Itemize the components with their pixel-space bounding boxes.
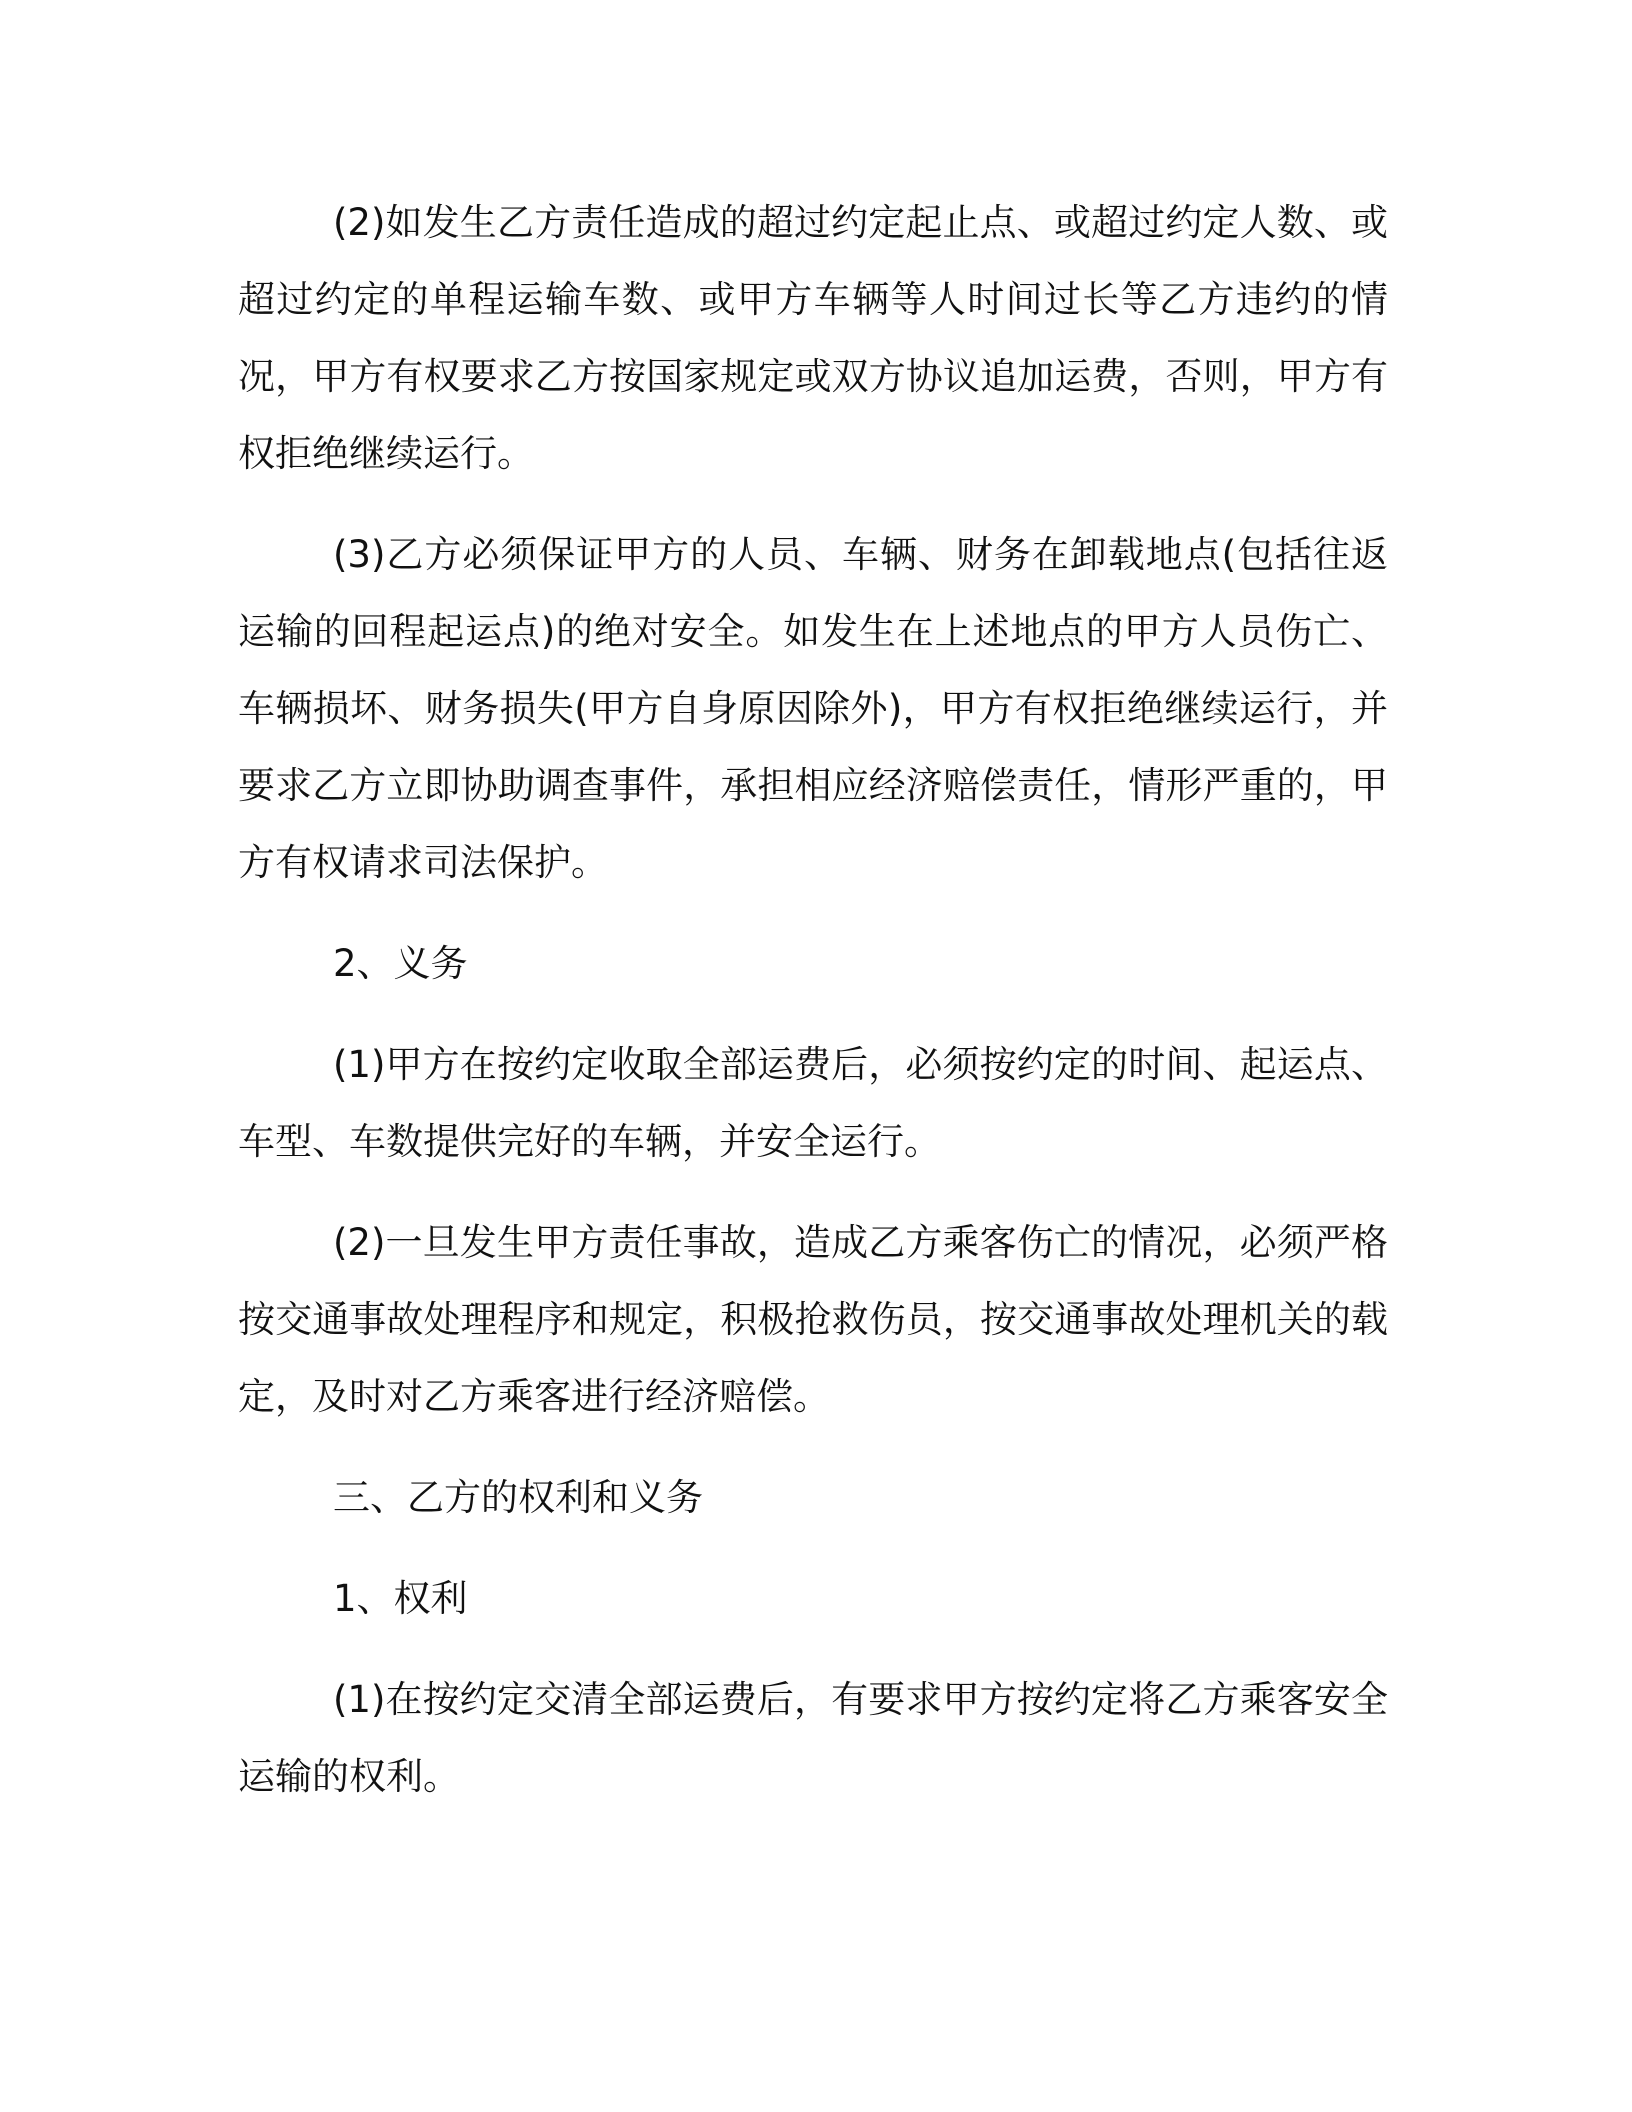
- paragraph-party-a-obligation-2: (2)一旦发生甲方责任事故，造成乙方乘客伤亡的情况，必须严格按交通事故处理程序和规定，积极抢救伤员，按交通事故处理机关的载定，及时对乙方乘客进行经济赔偿。: [238, 1221, 1388, 1418]
- paragraph-party-b-right-1: (1)在按约定交清全部运费后，有要求甲方按约定将乙方乘客安全运输的权利。: [238, 1678, 1388, 1798]
- document-body: [238, 184, 1388, 1815]
- heading-obligations: 2、义务: [333, 942, 468, 985]
- heading-party-b-rights-obligations: 三、乙方的权利和义务: [333, 1476, 703, 1519]
- heading-rights: 1、权利: [333, 1577, 468, 1620]
- paragraph-party-a-obligation-1: (1)甲方在按约定收取全部运费后，必须按约定的时间、起运点、车型、车数提供完好的车辆，并安全运行。: [238, 1043, 1388, 1163]
- paragraph-party-a-right-3: (3)乙方必须保证甲方的人员、车辆、财务在卸载地点(包括往返运输的回程起运点)的绝对安全。如发生在上述地点的甲方人员伤亡、车辆损坏、财务损失(甲方自身原因除外)，甲方有权拒绝继续运行，并要求乙方立即协助调查事件，承担相应经济赔偿责任，情形严重的，甲方有权请求司法保护。: [238, 533, 1388, 884]
- paragraph-party-a-right-2: (2)如发生乙方责任造成的超过约定起止点、或超过约定人数、或超过约定的单程运输车数、或甲方车辆等人时间过长等乙方违约的情况，甲方有权要求乙方按国家规定或双方协议追加运费，否则，甲方有权拒绝继续运行。: [238, 201, 1388, 475]
